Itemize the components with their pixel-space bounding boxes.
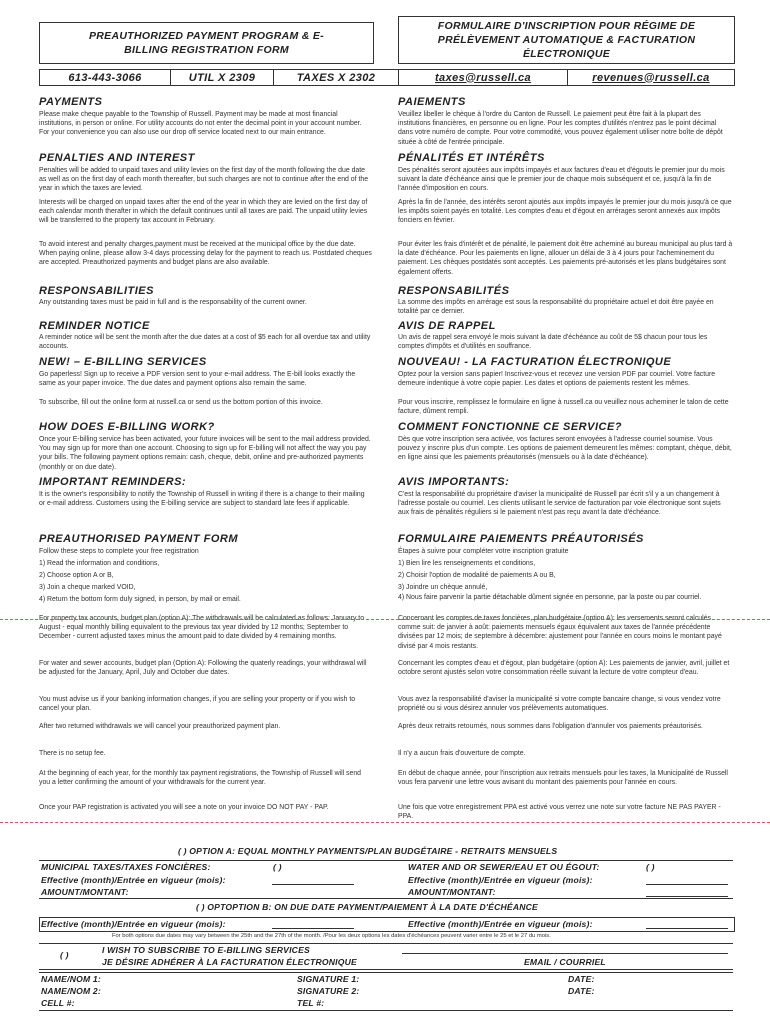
water-sewer-label: WATER AND OR SEWER/EAU ET OU ÉGOUT:: [408, 862, 600, 872]
avis-rappel-text: Un avis de rappel sera envoyé le mois suivant la date d'échéance au coût de 5$ chacun pour tous les comptes d'impôts et d'utilités en souffrance.: [398, 334, 708, 351]
effective-month-field-b2[interactable]: [646, 928, 728, 929]
effective-month-label-b1: Effective (month)/Entrée en vigueur (mois):: [41, 919, 226, 929]
ebilling-subscribe-fr: JE DÉSIRE ADHÉRER À LA FACTURATION ÉLECTRONIQUE: [102, 957, 357, 967]
heading-payments: PAYMENTS: [39, 96, 103, 108]
avis-importants-text: C'est la responsabilité du propriétaire d'aviser la municipalité de Russell par écrit s'il y a un changement à l'adresse postale ou courriel. Les clients utilisant le service de facturation par voie électronique sont sujets aux frais de pénalités réguliers si le paiement n'est pas reçu avant la date d'échéance.: [398, 491, 721, 517]
penalties-text-2: Interests will be charged on unpaid taxes after the end of the year in which they are levied on the first day of each calendar month therafter in which the default continues until all taxes are paid. The unpaid utility levies will be transferred to the property tax account in February.: [39, 199, 368, 225]
heading-penalties: PENALTIES AND INTEREST: [39, 152, 195, 164]
facturation-text-1: Optez pour la version sans papier! Inscrivez-vous et recevez une version PDF par courriel. Votre facture demeure indentique à votre copie papier. Les dates et options de paiements restent les mêmes.: [398, 371, 716, 388]
heading-reminders: IMPORTANT REMINDERS:: [39, 476, 187, 488]
title-french: FORMULAIRE D'INSCRIPTION POUR RÉGIME DE PRÉLÈVEMENT AUTOMATIQUE & FACTURATION ÉLECTRONIQUE: [398, 16, 735, 64]
heading-responsabilities: RESPONSABILITIES: [39, 285, 154, 297]
penalites-text-3: Pour éviter les frais d'intérêt et de pénalité, le paiement doit être acheminé au bureau municipal au plus tard à la date d'échéance. Pour les paiements en ligne, allouer un délai de 3 à 4 jours pour l'acheminement du paiement. Les chèques postdatés sont acceptés. Les paiements pré-autorisés et les plans budgétaires sont également offerts.: [398, 241, 733, 276]
heading-comment: COMMENT FONCTIONNE CE SERVICE?: [398, 421, 623, 433]
pap-do-not-pay: Once your PAP registration is activated you will see a note on your invoice DO NOT PAY - PAP.: [39, 804, 329, 811]
amount-label-a2: AMOUNT/MONTANT:: [408, 887, 496, 897]
email-field[interactable]: [402, 953, 728, 954]
heading-penalites: PÉNALITÉS ET INTÉRÊTS: [398, 152, 545, 164]
phone-number: 613-443-3066: [39, 69, 171, 86]
heading-reminder: REMINDER NOTICE: [39, 320, 150, 332]
amount-label-a1: AMOUNT/MONTANT:: [41, 887, 129, 897]
ppa-taxes-foncieres: Concernant les comptes de taxes foncières, plan budgétaire (option A): les versements seront calculés comme suit: de janvier à août: paiements mensuels égaux équivalent aux taxes de l'année précédente divisées par 12 mois; de septembre à décembre: ajustement pour l'année en cours moins le montant payé divisé par 4 mois restants.: [398, 615, 722, 650]
date2-label: DATE:: [568, 986, 595, 996]
municipal-taxes-checkbox[interactable]: ( ): [273, 862, 282, 872]
effective-month-field-a1[interactable]: [272, 884, 354, 885]
heading-how-ebilling: HOW DOES E-BILLING WORK?: [39, 421, 215, 433]
name2-label: NAME/NOM 2:: [41, 986, 101, 996]
heading-pap-form: PREAUTHORISED PAYMENT FORM: [39, 533, 238, 545]
penalties-text-1: Penalties will be added to unpaid taxes and utility levies on the first day of the month following the due date as well as on the first day of each month thereafter, but such charges are not to continue after the end of the year in which the taxes are levied.: [39, 167, 369, 193]
effective-month-field-b1[interactable]: [272, 928, 354, 929]
pap-setup-fee: There is no setup fee.: [39, 750, 106, 757]
pap-letter: At the beginning of each year, for the monthly tax payment registrations, the Township of Russell will send you a letter confirming the amount of your withdrawals for the current year.: [39, 770, 361, 787]
ppa-step-2: 2) Choisir l'option de modalité de paiements A ou B,: [398, 572, 556, 579]
pap-advise: You must advise us if your banking information changes, if you are selling your property or if you wish to cancel your plan.: [39, 696, 356, 713]
reminder-text: A reminder notice will be sent the month after the due dates at a cost of $5 each for all overdue tax and utility accounts.: [39, 334, 371, 351]
due-date-note: For both options due dates may vary between the 25th and the 27th of the month. /Pour les deux options les dates d'échéances peuvent varier entre le 25 et le 27 du mois.: [112, 933, 551, 939]
name1-label: NAME/NOM 1:: [41, 974, 101, 984]
ppa-step-4: 4) Nous faire parvenir la partie détachable dûment signée en personne, par la poste ou par courriel.: [398, 594, 702, 601]
ebilling-text-1: Go paperless! Sign up to receive a PDF version sent to your e-mail address. The E-bill looks exactly the same as your paper invoice. The due dates and payment options also remain the same.: [39, 371, 356, 388]
responsabilites-text: La somme des impôts en arrérage est sous la responsabilité du propriétaire actuel et doit être payée en totalité par ce dernier.: [398, 299, 714, 316]
payments-text: Please make cheque payable to the Township of Russell. Payment may be made at most financial institutions, in person or online. For utility accounts do not enter the decimal point in your account number. For your convenience you can also use our drop off service located next to our main entrance.: [39, 111, 362, 137]
ppa-retournes: Après deux retraits retournés, nous sommes dans l'obligation d'annuler vos paiements préautorisés.: [398, 723, 703, 730]
effective-month-label-a1: Effective (month)/Entrée en vigueur (mois):: [41, 875, 226, 885]
ebilling-text-2: To subscribe, fill out the online form at russell.ca or send us the bottom portion of this invoice.: [39, 399, 323, 406]
heading-facturation: NOUVEAU! - LA FACTURATION ÉLECTRONIQUE: [398, 356, 672, 368]
signature1-label: SIGNATURE 1:: [297, 974, 360, 984]
heading-avis-rappel: AVIS DE RAPPEL: [398, 320, 496, 332]
responsabilities-text: Any outstanding taxes must be paid in full and is the responsability of the current owner.: [39, 299, 307, 306]
pap-water-sewer: For water and sewer accounts, budget plan (Option A): Following the quaterly readings, your withdrawal will be adjusted for the January, April, July and October due dates.: [39, 660, 367, 677]
effective-month-label-a2: Effective (month)/Entrée en vigueur (mois):: [408, 875, 593, 885]
heading-responsabilites: RESPONSABILITÉS: [398, 285, 510, 297]
email-label: EMAIL / COURRIEL: [524, 957, 606, 967]
ppa-step-3: 3) Joindre un chèque annulé,: [398, 584, 488, 591]
pap-property-tax: For property tax accounts, budget plan (option A): The withdrawals will be calculated as follows: January to August - equal monthly billing equivalent to the previous tax year divided by 12 months; September to December - current adjusted taxes minus the amount paid to date divided by 4 remaining months.: [39, 615, 365, 641]
date1-label: DATE:: [568, 974, 595, 984]
cut-line-lower: [0, 822, 770, 823]
ppa-eau-egout: Concernant les comptes d'eau et d'égout, plan budgétaire (option A): Les paiements de janvier, avril, juillet et octobre seront ajustés selon votre consommation réelle suivant la lecture de votre compteur d'eau.: [398, 660, 730, 677]
revenues-email-link[interactable]: revenues@russell.ca: [567, 69, 735, 86]
title-english: PREAUTHORIZED PAYMENT PROGRAM & E-BILLING REGISTRATION FORM: [39, 22, 374, 64]
how-ebilling-text: Once your E-billing service has been activated, your future invoices will be sent to the mail address provided. You may sign up for more than one account. Choosing to sign up for E-billing will not affect the way you pay your bills. The following payment options remain: cash, cheque, debit, online and pre-authorized payments (monthly or on due date).: [39, 436, 371, 471]
effective-month-field-a2[interactable]: [646, 884, 728, 885]
effective-month-label-b2: Effective (month)/Entrée en vigueur (mois):: [408, 919, 593, 929]
util-extension: UTIL X 2309: [170, 69, 274, 86]
pap-step-2: 2) Choose option A or B,: [39, 572, 114, 579]
water-sewer-checkbox[interactable]: ( ): [646, 862, 655, 872]
pap-returned: After two returned withdrawals we will cancel your preauthorized payment plan.: [39, 723, 281, 730]
ebilling-subscribe-en: I WISH TO SUBSCRIBE TO E-BILLING SERVICES: [102, 945, 310, 955]
pap-intro: Follow these steps to complete your free registration: [39, 548, 199, 555]
taxes-extension: TAXES X 2302: [273, 69, 399, 86]
reminders-text: It is the owner's responsibility to notify the Township of Russell in writing if there is a change to their mailing or e-mail address. Customers using the E-billing service are subject to standard late fees if applicable.: [39, 491, 365, 508]
facturation-text-2: Pour vous inscrire, remplissez le formulaire en ligne à russell.ca ou veuillez nous acheminer le talon de cette facture, dûment rempli.: [398, 399, 729, 416]
ppa-step-1: 1) Bien lire les renseignements et conditions,: [398, 560, 536, 567]
ppa-aviser: Vous avez la responsabilité d'aviser la municipalité si votre compte bancaire change, si vous vendez votre propriété ou si vous désirez annuler vos prélèvements automatiques.: [398, 696, 721, 713]
signature2-label: SIGNATURE 2:: [297, 986, 360, 996]
pap-step-3: 3) Join a cheque marked VOID,: [39, 584, 136, 591]
penalites-text-1: Des pénalités seront ajoutées aux impôts impayés et aux factures d'eau et d'égouts le premier jour du mois suivant la date d'échéance ainsi que le premier jour de chaque mois subséquent et ce, jusqu'à la fin de l'année d'imposition en cours.: [398, 167, 725, 193]
ppa-lettre: En début de chaque année, pour l'inscription aux retraits mensuels pour les taxes, la Municipalité de Russell vous fera parvenir une lettre vous avisant du montant des paiements pour l'année en cours.: [398, 770, 728, 787]
option-a-label[interactable]: ( ) OPTION A: EQUAL MONTHLY PAYMENTS/PLAN BUDGÉTAIRE - RETRAITS MENSUELS: [178, 846, 558, 856]
penalties-text-3: To avoid interest and penalty charges,payment must be received at the municipal office by the due date. When paying online, please allow 3-4 days processing delay for the payment to reach us. Postdated cheques are accepted. Preauthorized payments and budget plans are also available.: [39, 241, 372, 267]
tel-label: TEL #:: [297, 998, 325, 1008]
ppa-intro: Étapes à suivre pour compléter votre inscription gratuite: [398, 548, 569, 555]
ppa-frais: Il n'y a aucun frais d'ouverture de compte.: [398, 750, 526, 757]
cell-label: CELL #:: [41, 998, 75, 1008]
pap-step-4: 4) Return the bottom form duly signed, in person, by mail or email.: [39, 596, 241, 603]
municipal-taxes-label: MUNICIPAL TAXES/TAXES FONCIÈRES:: [41, 862, 211, 872]
signature-box: [39, 972, 733, 1011]
heading-formulaire: FORMULAIRE PAIEMENTS PRÉAUTORISÉS: [398, 533, 644, 545]
amount-field-a2[interactable]: [646, 896, 728, 897]
heading-ebilling: NEW! – E-BILLING SERVICES: [39, 356, 207, 368]
ppa-ne-pas-payer: Une fois que votre enregistrement PPA est activé vous verrez une note sur votre facture NE PAS PAYER - PPA.: [398, 804, 721, 821]
heading-paiements: PAIEMENTS: [398, 96, 466, 108]
pap-step-1: 1) Read the information and conditions,: [39, 560, 160, 567]
cut-line-upper: [0, 619, 770, 620]
paiements-text: Veuillez libeller le chèque à l'ordre du Canton de Russell. Le paiement peut être fait à la plupart des institutions financières, en personne ou en ligne. Pour les comptes d'utilités n'entrez pas le point décimal dans votre numéro de compte. Pour votre commodité, vous pouvez également utiliser notre boîte de dépôt située à côté de l'entrée principale.: [398, 111, 723, 146]
penalites-text-2: Après la fin de l'année, des intérêts seront ajoutés aux impôts impayés le premier jour du mois jusqu'à ce que les impôts soient payés en totalité. Les comptes d'eau et d'égout en arrérages seront annexés aux impôts fonciers en février.: [398, 199, 732, 225]
taxes-email-link[interactable]: taxes@russell.ca: [398, 69, 568, 86]
heading-avis-importants: AVIS IMPORTANTS:: [398, 476, 510, 488]
comment-text: Dès que votre inscription sera activée, vos factures seront envoyées à l'adresse courriel soumise. Vous pouvez y inscrire plus d'un compte. Les options de paiement demeurent les mêmes: comptant, chèque, débit, en ligne ainsi que les paiements préautorisés (mensuels ou à la date d'échéance).: [398, 436, 732, 462]
option-b-label[interactable]: ( ) OPTOPTION B: ON DUE DATE PAYMENT/PAIEMENT À LA DATE D'ÉCHÉANCE: [196, 902, 538, 912]
ebilling-checkbox[interactable]: ( ): [60, 950, 69, 960]
